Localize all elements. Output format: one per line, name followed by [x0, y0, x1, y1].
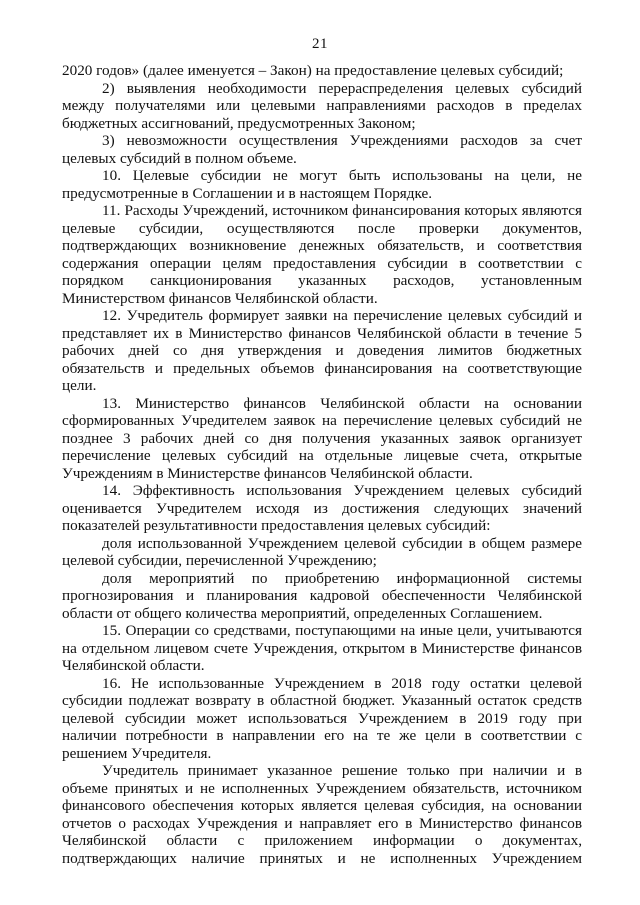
paragraph-clause-11: 11. Расходы Учреждений, источником финансирования которых являются целевые субсидии, осуществляются после проверки документов, подтверждающих возникновение денежных обязательств, и соответствия содержания операции целям предоставления субсидии в соответствии с порядком санкционирования указанных расходов, установленным Министерством финансов Челябинской области. — [62, 202, 582, 307]
paragraph-clause-15: 15. Операции со средствами, поступающими на иные цели, учитываются на отдельном лицевом счете Учреждения, открытом в Министерстве финансов Челябинской области. — [62, 622, 582, 674]
paragraph-clause-14: 14. Эффективность использования Учреждением целевых субсидий оценивается Учредителем исходя из достижения следующих значений показателей результативности предоставления целевых субсидий: — [62, 482, 582, 534]
paragraph-continuation: 2020 годов» (далее именуется – Закон) на предоставление целевых субсидий; — [62, 62, 564, 79]
paragraph-clause-13: 13. Министерство финансов Челябинской области на основании сформированных Учредителем заявок на перечисление целевых субсидий не позднее 3 рабочих дней со дня получения указанных заявок организует перечисление целевых субсидий на отдельные лицевые счета, открытые Учреждениям в Министерстве финансов Челябинской области. — [62, 394, 582, 482]
document-body — [62, 62, 582, 867]
paragraph-founder-decision: Учредитель принимает указанное решение только при наличии и в объеме принятых и не исполненных Учреждением обязательств, источником финансового обеспечения которых является целевая субсидия, на основании отчетов о расходах Учреждения и направляет его в Министерство финансов Челябинской области с приложением информации о документах, подтверждающих наличие принятых и не исполненных Учреждением — [62, 762, 582, 867]
paragraph-clause-16: 16. Не использованные Учреждением в 2018 году остатки целевой субсидии подлежат возврату в областной бюджет. Указанный остаток средств целевой субсидии может использоваться Учреждением в 2019 году при наличии потребности в направлении его на те же цели в соответствии с решением Учредителя. — [62, 674, 582, 762]
paragraph-indicator-1: доля использованной Учреждением целевой субсидии в общем размере целевой субсидии, перечисленной Учреждению; — [62, 534, 582, 569]
page-number: 21 — [312, 36, 328, 52]
paragraph-item-2: 2) выявления необходимости перераспределения целевых субсидий между получателями или целевыми направлениями расходов в пределах бюджетных ассигнований, предусмотренных Законом; — [62, 79, 582, 132]
paragraph-clause-10: 10. Целевые субсидии не могут быть использованы на цели, не предусмотренные в Соглашении и в настоящем Порядке. — [62, 167, 582, 202]
paragraph-indicator-2: доля мероприятий по приобретению информационной системы прогнозирования и планирования кадровой обеспеченности Челябинской области от общего количества мероприятий, определенных Соглашением. — [62, 569, 582, 622]
paragraph-item-3: 3) невозможности осуществления Учреждениями расходов за счет целевых субсидий в полном объеме. — [62, 132, 582, 167]
paragraph-clause-12: 12. Учредитель формирует заявки на перечисление целевых субсидий и представляет их в Министерство финансов Челябинской области в течение 5 рабочих дней со дня утверждения и доведения лимитов бюджетных обязательств и предельных объемов финансирования на соответствующие цели. — [62, 307, 582, 394]
